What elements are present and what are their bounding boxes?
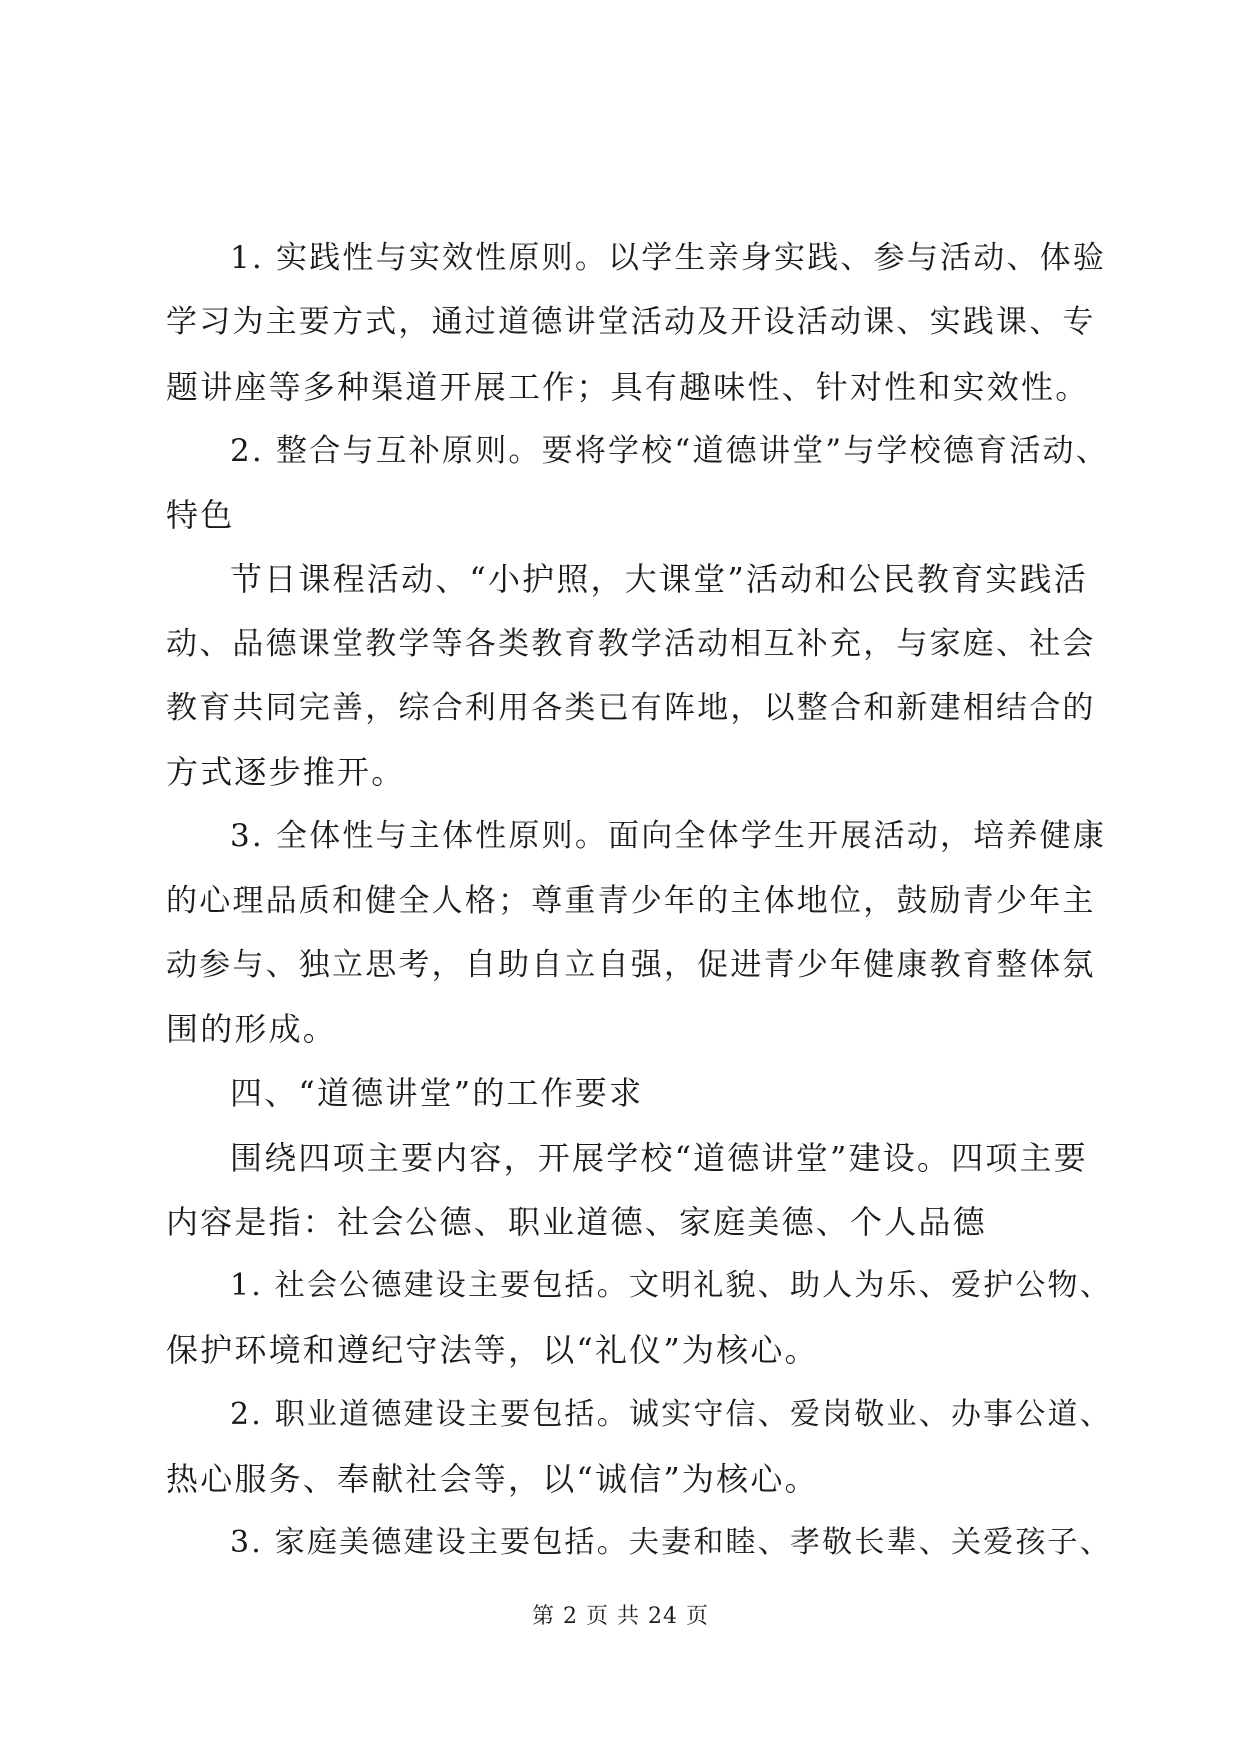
- text-line: 的心理品质和健全人格；尊重青少年的主体地位，鼓励青少年主: [166, 883, 1096, 919]
- text-line: 围的形成。: [166, 1010, 338, 1048]
- text-line: 动参与、独立思考，自助自立自强，促进青少年健康教育整体氛: [166, 947, 1096, 983]
- page-number: 第 2 页 共 24 页: [532, 1604, 709, 1629]
- text-line: 教育共同完善，综合利用各类已有阵地，以整合和新建相结合的: [166, 690, 1096, 726]
- text-line: 热心服务、奉献社会等，以“诚信”为核心。: [166, 1460, 819, 1498]
- text-line: 1. 社会公德建设主要包括。文明礼貌、助人为乐、爱护公物、: [230, 1268, 1112, 1303]
- text-line: 2. 职业道德建设主要包括。诚实守信、爱岗敬业、办事公道、: [230, 1397, 1112, 1432]
- text-line: 内容是指：社会公德、职业道德、家庭美德、个人品德: [166, 1203, 987, 1241]
- text-line: 方式逐步推开。: [166, 753, 406, 791]
- text-line: 3. 家庭美德建设主要包括。夫妻和睦、孝敬长辈、关爱孩子、: [230, 1525, 1112, 1560]
- text-line: 动、品德课堂教学等各类教育教学活动相互补充，与家庭、社会: [166, 626, 1096, 662]
- text-line: 学习为主要方式，通过道德讲堂活动及开设活动课、实践课、专: [166, 304, 1096, 340]
- text-line: 1. 实践性与实效性原则。以学生亲身实践、参与活动、体验: [230, 240, 1107, 276]
- text-line: 节日课程活动、“小护照，大课堂”活动和公民教育实践活: [230, 560, 1088, 598]
- text-line: 特色: [166, 496, 235, 534]
- text-line: 保护环境和遵纪守法等，以“礼仪”为核心。: [166, 1331, 819, 1369]
- text-line: 3. 全体性与主体性原则。面向全体学生开展活动，培养健康: [230, 818, 1107, 854]
- text-line: 围绕四项主要内容，开展学校“道德讲堂”建设。四项主要: [230, 1139, 1088, 1177]
- text-line: 2. 整合与互补原则。要将学校“道德讲堂”与学校德育活动、: [230, 433, 1109, 469]
- text-line: 题讲座等多种渠道开展工作；具有趣味性、针对性和实效性。: [166, 368, 1090, 406]
- section-heading: 四、“道德讲堂”的工作要求: [230, 1074, 644, 1112]
